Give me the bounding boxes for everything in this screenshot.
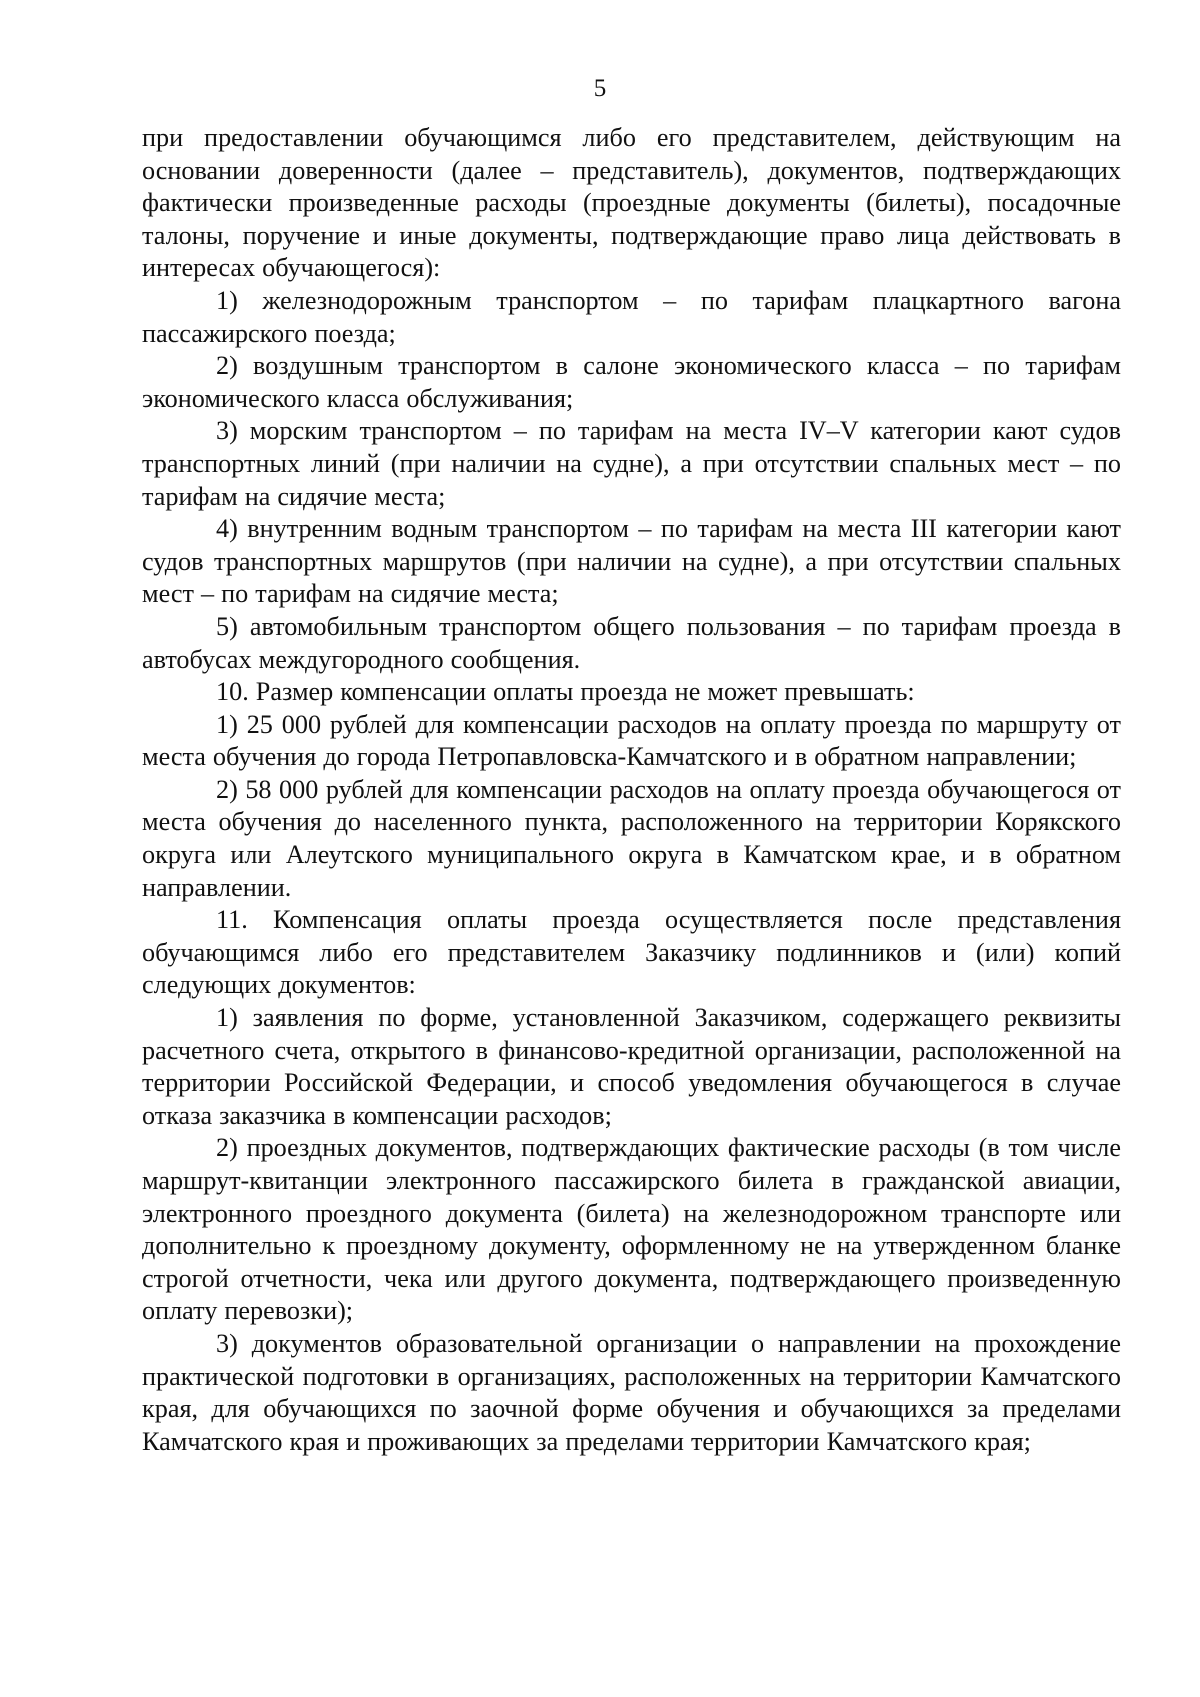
clause-11-item-3: 3) документов образовательной организации о направлении на прохождение практической подготовки в организациях, расположенных на территории Камчатского края, для обучающихся по заочной форме обучения и обучающихся за пределами Камчатского края и проживающих за пределами территории Камчатского края; [142,1328,1121,1456]
clause-10-item-1: 1) 25 000 рублей для компенсации расходов на оплату проезда по маршруту от места обучения до города Петропавловска-Камчатского и в обратном направлении; [142,709,1121,772]
list-item-sea: 3) морским транспортом – по тарифам на места IV–V категории кают судов транспортных линий (при наличии на судне), а при отсутствии спальных мест – по тарифам на сидячие места; [142,416,1121,511]
clause-10-item-2: 2) 58 000 рублей для компенсации расходов на оплату проезда обучающегося от места обучения до населенного пункта, расположенного на территории Корякского округа или Алеутского муниципального округа в Камчатском крае, и в обратном направлении. [142,774,1121,902]
list-item-inland-water: 4) внутренним водным транспортом – по тарифам на места III категории кают судов транспортных маршрутов (при наличии на судне), а при отсутствии спальных мест – по тарифам на сидячие места; [142,514,1121,609]
document-body [142,122,1121,1458]
clause-11: 11. Компенсация оплаты проезда осуществляется после представления обучающимся либо его представителем Заказчику подлинников и (или) копий следующих документов: [142,905,1121,1000]
clause-10: 10. Размер компенсации оплаты проезда не может превышать: [216,677,915,707]
paragraph-continuation: при предоставлении обучающимся либо его представителем, действующим на основании доверенности (далее – представитель), документов, подтверждающих фактически произведенные расходы (проездные документы (билеты), посадочные талоны, поручение и иные документы, подтверждающие право лица действовать в интересах обучающегося): [142,123,1121,283]
list-item-air: 2) воздушным транспортом в салоне экономического класса – по тарифам экономического класса обслуживания; [142,351,1121,413]
clause-11-item-1: 1) заявления по форме, установленной Заказчиком, содержащего реквизиты расчетного счета, открытого в финансово-кредитной организации, расположенной на территории Российской Федерации, и способ уведомления обучающегося в случае отказа заказчика в компенсации расходов; [142,1003,1121,1130]
clause-11-item-2: 2) проездных документов, подтверждающих фактические расходы (в том числе маршрут-квитанции электронного пассажирского билета в гражданской авиации, электронного проездного документа (билета) на железнодорожном транспорте или дополнительно к проездному документу, оформленному не на утвержденном бланке строгой отчетности, чека или другого документа, подтверждающего произведенную оплату перевозки); [142,1133,1121,1326]
list-item-rail: 1) железнодорожным транспортом – по тарифам плацкартного вагона пассажирского поезда; [142,285,1121,348]
list-item-road: 5) автомобильным транспортом общего пользования – по тарифам проезда в автобусах междугородного сообщения. [142,611,1121,674]
page-number: 5 [593,75,607,102]
